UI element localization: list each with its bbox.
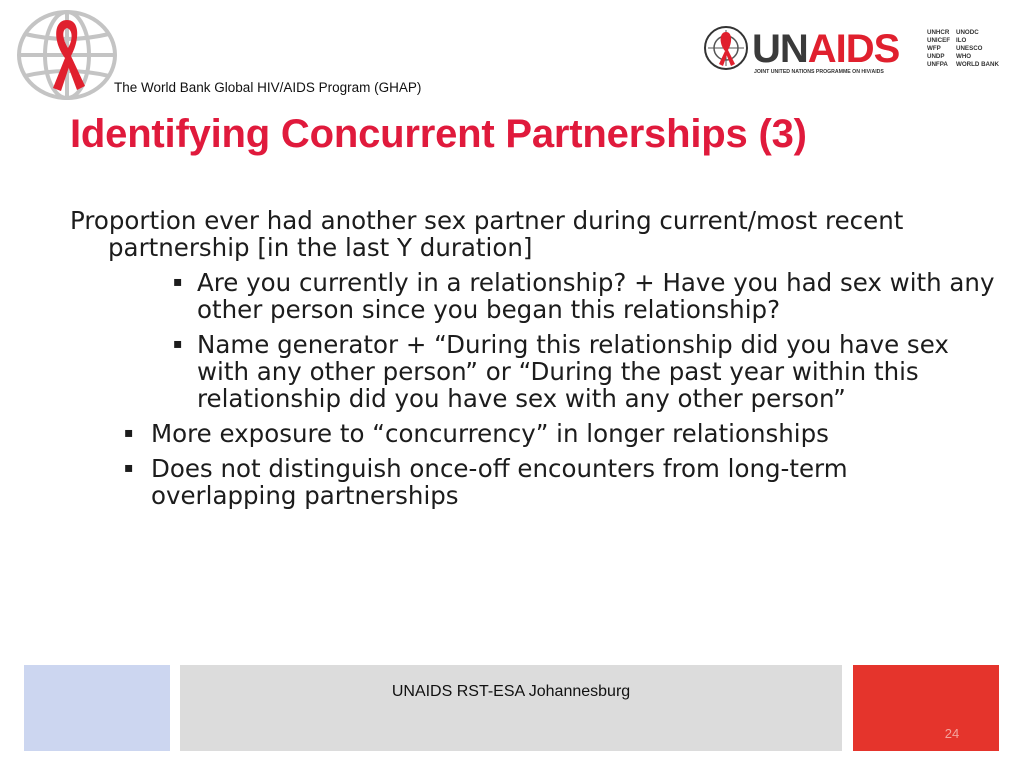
svg-text:WFP: WFP: [927, 45, 941, 52]
square-bullet-icon: ▪: [173, 274, 183, 290]
intro-paragraph: Proportion ever had another sex partner during current/most recent partnership [in the last Y duration]: [70, 206, 904, 262]
svg-text:UNODC: UNODC: [956, 29, 979, 36]
slide-title: Identifying Concurrent Partnerships (3): [70, 112, 807, 156]
sub-bullet-item: [70, 331, 1000, 412]
svg-text:UNESCO: UNESCO: [956, 45, 983, 52]
ghap-program-label: The World Bank Global HIV/AIDS Program (GHAP): [114, 80, 422, 95]
footer-block-blue: [24, 665, 170, 751]
square-bullet-icon: ▪: [173, 336, 183, 352]
sub-bullet-text: Name generator + “During this relationship did you have sex with any other person” or “During the past year within this relationship did you have sex with any other person”: [197, 330, 949, 413]
square-bullet-icon: ▪: [124, 425, 134, 441]
world-bank-globe-logo: [15, 8, 119, 102]
svg-text:WHO: WHO: [956, 53, 972, 60]
footer-block-red: [853, 665, 999, 751]
svg-text:UNHCR: UNHCR: [927, 29, 950, 36]
svg-text:UNICEF: UNICEF: [927, 37, 951, 44]
square-bullet-icon: ▪: [124, 460, 134, 476]
bullet-item: [70, 455, 1000, 509]
bullet-item: [70, 420, 1000, 447]
svg-text:UNDP: UNDP: [927, 53, 945, 60]
footer-text: UNAIDS RST-ESA Johannesburg: [391, 683, 631, 700]
svg-text:JOINT UNITED NATIONS PROGRAMME: JOINT UNITED NATIONS PROGRAMME ON HIV/AIDS: [754, 69, 884, 75]
svg-text:WORLD BANK: WORLD BANK: [956, 61, 999, 68]
sub-bullet-item: [70, 269, 1000, 323]
bullet-text: Does not distinguish once-off encounters from long-term overlapping partnerships: [151, 454, 848, 510]
un-emblem-icon: [705, 27, 747, 69]
footer-block-grey: [180, 665, 842, 751]
slide-body: [70, 207, 1000, 509]
sub-bullet-text: Are you currently in a relationship? + Have you had sex with any other person since you began this relationship?: [197, 268, 995, 324]
svg-text:ILO: ILO: [956, 37, 967, 44]
page-number: 24: [944, 726, 960, 741]
svg-text:UNFPA: UNFPA: [927, 61, 948, 68]
unaids-logo: [702, 20, 1002, 80]
svg-text:UNAIDS: UNAIDS: [752, 27, 900, 71]
bullet-text: More exposure to “concurrency” in longer relationships: [151, 419, 829, 448]
